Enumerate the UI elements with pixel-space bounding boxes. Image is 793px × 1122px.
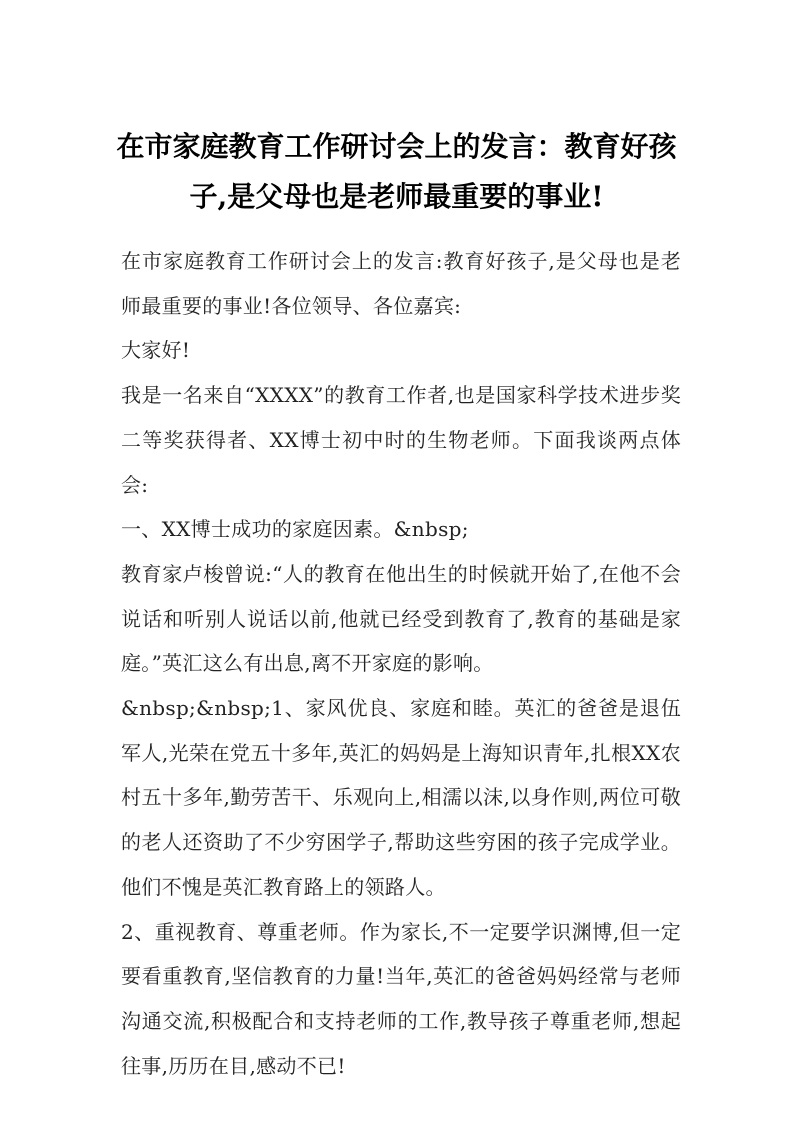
paragraph-point-one: &nbsp;&nbsp;1、家风优良、家庭和睦。英汇的爸爸是退伍军人,光荣在党五十多年,英汇的妈妈是上海知识青年,扎根XX农村五十多年,勤劳苦干、乐观向上,相濡以沫,以身作则,两位可敬的老人还资助了不少穷困学子,帮助这些穷困的孩子完成学业。他们不愧是英汇教育路上的领路人。	[121, 696, 681, 899]
document-body	[121, 239, 681, 1088]
document-title: 在市家庭教育工作研讨会上的发言：教育好孩子,是父母也是老师最重要的事业!	[116, 130, 677, 213]
paragraph-greeting: 大家好!	[121, 338, 191, 363]
paragraph-introduction: 我是一名来自“XXXX”的教育工作者,也是国家科学技术进步奖二等奖获得者、XX博士初中时的生物老师。下面我谈两点体会:	[121, 383, 681, 497]
section-heading-one: 一、XX博士成功的家庭因素。&nbsp;	[121, 517, 469, 542]
paragraph-opening: 在市家庭教育工作研讨会上的发言:教育好孩子,是父母也是老师最重要的事业!各位领导、各位嘉宾:	[121, 249, 681, 318]
paragraph-quote: 教育家卢梭曾说:“人的教育在他出生的时候就开始了,在他不会说话和听别人说话以前,他就已经受到教育了,教育的基础是家庭。”英汇这么有出息,离不开家庭的影响。	[121, 561, 681, 676]
paragraph-point-two: 2、重视教育、尊重老师。作为家长,不一定要学识渊博,但一定要看重教育,坚信教育的力量!当年,英汇的爸爸妈妈经常与老师沟通交流,积极配合和支持老师的工作,教导孩子尊重老师,想起往事,历历在目,感动不已!	[121, 919, 681, 1078]
